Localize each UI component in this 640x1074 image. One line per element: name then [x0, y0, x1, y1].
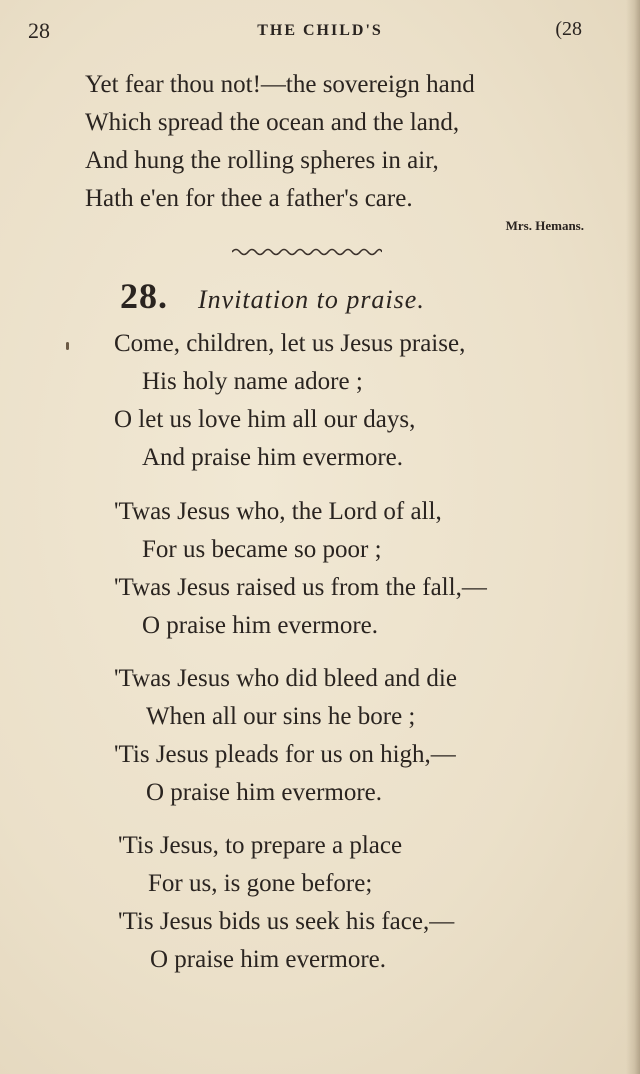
- hymn-heading: [120, 275, 425, 317]
- hymn-line: When all our sins he bore ;: [146, 703, 416, 730]
- page-number-right: (28: [555, 18, 582, 40]
- wavy-divider-ornament: [232, 245, 382, 259]
- page-edge-shadow: [626, 0, 640, 1074]
- hymn-line: 'Tis Jesus bids us seek his face,—: [118, 908, 455, 935]
- hymn-line: His holy name adore ;: [142, 368, 363, 395]
- hymn-line: O praise him evermore.: [150, 946, 387, 973]
- hymn-line: For us, is gone before;: [148, 870, 373, 897]
- hymn-line: 'Twas Jesus who did bleed and die: [114, 665, 457, 692]
- poem-line: Yet fear thou not!—the sovereign hand: [85, 71, 475, 98]
- page-number-left: 28: [28, 18, 50, 43]
- running-head: THE CHILD'S: [257, 22, 383, 39]
- paper-speck: [66, 342, 69, 350]
- poem-attribution: Mrs. Hemans.: [505, 218, 584, 233]
- hymn-number: 28.: [120, 276, 168, 316]
- hymn-line: O praise him evermore.: [142, 612, 379, 639]
- hymn-line: O let us love him all our days,: [114, 406, 416, 433]
- poem-line: Which spread the ocean and the land,: [85, 109, 460, 136]
- hymn-line: 'Twas Jesus raised us from the fall,—: [114, 574, 487, 601]
- hymn-line: O praise him evermore.: [146, 779, 383, 806]
- hymn-line: For us became so poor ;: [142, 536, 382, 563]
- poem-line: And hung the rolling spheres in air,: [85, 147, 439, 174]
- hymn-line: And praise him evermore.: [142, 444, 404, 471]
- hymn-line: 'Tis Jesus, to prepare a place: [118, 832, 403, 859]
- poem-line: Hath e'en for thee a father's care.: [85, 185, 413, 212]
- hymn-line: 'Twas Jesus who, the Lord of all,: [114, 498, 442, 525]
- hymn-line: 'Tis Jesus pleads for us on high,—: [114, 741, 456, 768]
- hymn-title: Invitation to praise.: [198, 285, 425, 314]
- hymn-line: Come, children, let us Jesus praise,: [114, 330, 466, 357]
- page-header: [0, 18, 640, 48]
